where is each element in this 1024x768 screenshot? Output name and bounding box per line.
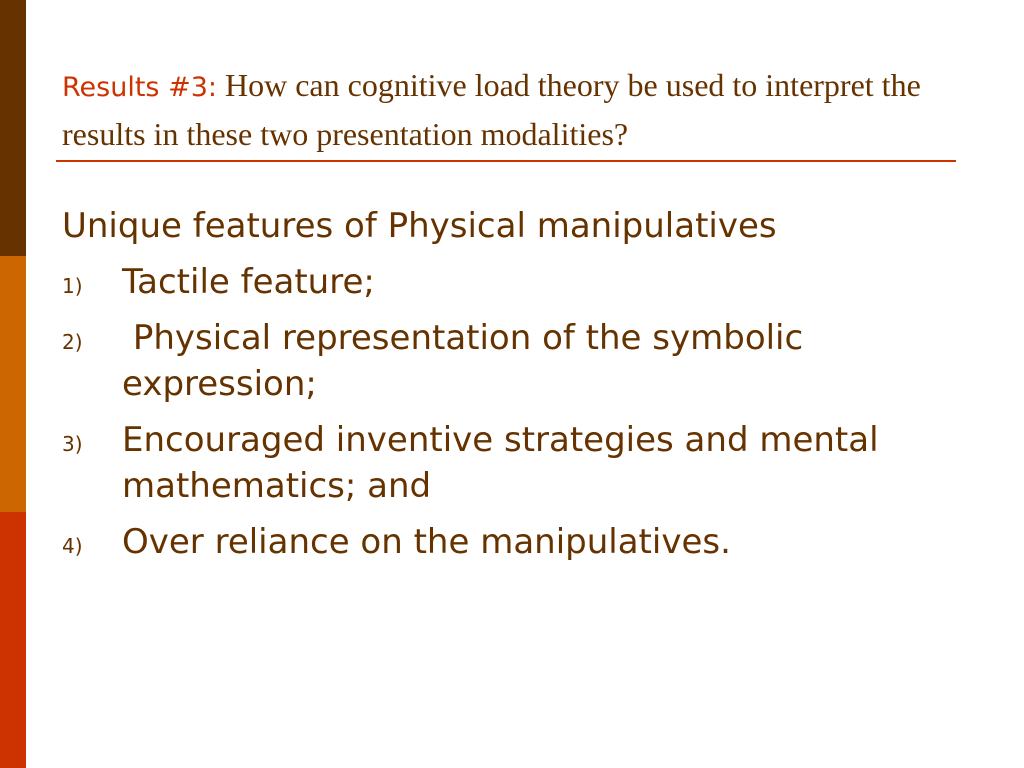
item-number: 2)	[62, 330, 83, 354]
title-lead: Results #3:	[62, 72, 217, 103]
side-bar-middle	[0, 256, 26, 512]
subheading: Unique features of Physical manipulatives	[62, 206, 777, 246]
list-item	[62, 315, 962, 407]
item-number: 4)	[62, 534, 83, 558]
item-text: Over reliance on the manipulatives.	[122, 522, 731, 562]
slide-title	[62, 62, 962, 157]
item-text: Encouraged inventive strategies and mental mathematics; and	[122, 420, 879, 506]
item-number: 3)	[62, 432, 83, 456]
title-question: How can cognitive load theory be used to interpret the results in these two presentation modalities?	[62, 67, 921, 152]
list-item	[62, 417, 962, 509]
item-number: 1)	[62, 274, 83, 298]
slide-body	[62, 203, 962, 575]
item-text: Physical representation of the symbolic expression;	[122, 318, 815, 404]
item-text: Tactile feature;	[122, 262, 375, 302]
side-bar-bottom	[0, 512, 26, 768]
side-bar-top	[0, 0, 26, 256]
list-item	[62, 519, 962, 565]
title-divider	[56, 160, 956, 162]
list-item	[62, 259, 962, 305]
feature-list	[62, 259, 962, 565]
